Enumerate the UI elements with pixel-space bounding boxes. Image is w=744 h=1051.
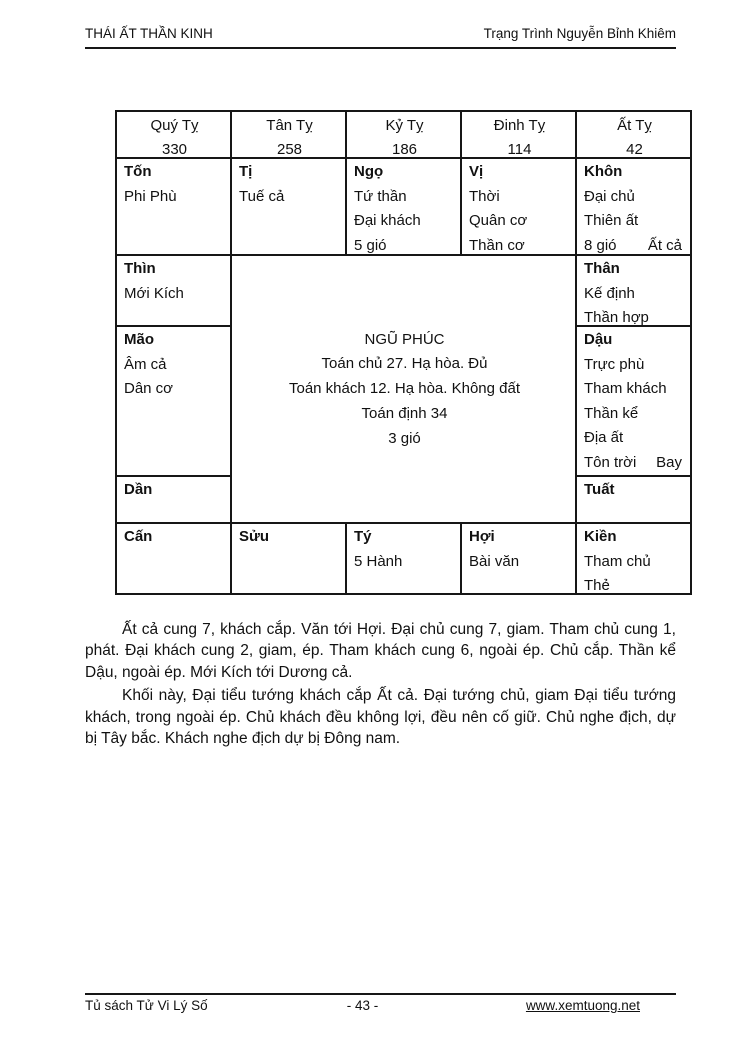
year-name: Quý Tỵ (150, 117, 199, 134)
palace-line: Thẻ (584, 577, 610, 594)
palace-line: Thần cơ (469, 236, 525, 254)
palace-line: Bài văn (469, 552, 520, 570)
palace-line: Tham khách (584, 380, 667, 397)
palace-line: Tham chủ (584, 552, 651, 570)
palace-label: Tuất (584, 481, 615, 498)
palace-line: Địa ất (584, 429, 624, 446)
year-cell-tan-ty (232, 112, 347, 159)
palace-label: Dậu (584, 331, 613, 348)
year-number: 258 (276, 141, 303, 158)
palace-label: Sửu (239, 528, 270, 545)
palace-cell-dan (117, 477, 232, 524)
paragraph-1: Ất cả cung 7, khách cắp. Văn tới Hợi. Đại chủ cung 7, giam. Tham chủ cung 1, phát. Đại khách cung 2, giam, ép. Tham khách cung 6, ngoài ép. Chủ cắp. Thần kể Dậu, ngoài ép. Mới Kích tới Dương cả. (85, 621, 676, 681)
palace-line (584, 234, 685, 257)
palace-line-right: Ất cả (647, 236, 682, 254)
center-line: Toán khách 12. Hạ hòa. Không đất (288, 380, 520, 398)
year-name: Đinh Tỵ (493, 117, 546, 134)
running-footer (85, 993, 676, 1013)
palace-cell-vi (462, 159, 577, 256)
palace-line: Thiên ất (584, 212, 639, 229)
year-cell-at-ty (577, 112, 692, 159)
palace-line: Tuế cả (239, 187, 285, 205)
palace-line (584, 451, 685, 476)
palace-label: Dần (124, 481, 153, 498)
palace-label: Kiền (584, 528, 617, 545)
palace-line: Kế định (584, 284, 635, 302)
palace-label: Tốn (124, 163, 152, 180)
year-cell-dinh-ty (462, 112, 577, 159)
palace-line: Quân cơ (469, 212, 528, 229)
palace-line-right: Bay (656, 453, 682, 471)
page-content (85, 26, 682, 749)
palace-cell-than (577, 256, 692, 327)
palace-line: 5 gió (354, 236, 387, 254)
author-name: Trạng Trình Nguyễn Bỉnh Khiêm (483, 26, 676, 41)
palace-line: Âm cả (124, 355, 167, 373)
palace-label: Vị (469, 163, 484, 180)
center-line: 3 gió (388, 429, 421, 447)
year-name: Tân Tỵ (266, 117, 313, 134)
palace-cell-tuat (577, 477, 692, 524)
palace-line: Phi Phù (124, 187, 177, 205)
center-line: Toán chủ 27. Hạ hòa. Đủ (321, 355, 488, 373)
palace-label: Hợi (469, 528, 495, 545)
palace-line: Trực phù (584, 355, 645, 373)
palace-line: Mới Kích (124, 284, 184, 302)
palace-label: Mão (124, 331, 154, 348)
footer-series-title: Tủ sách Tử Vi Lý Số (85, 998, 208, 1013)
year-cell-ky-ty (347, 112, 462, 159)
palace-line-left: 8 gió (584, 236, 617, 254)
palace-cell-suu (232, 524, 347, 595)
book-title: THÁI ẤT THẦN KINH (85, 26, 213, 41)
palace-line: 5 Hành (354, 552, 403, 570)
palace-cell-ngo (347, 159, 462, 256)
palace-label: Ngọ (354, 163, 384, 180)
running-header (85, 26, 676, 49)
palace-cell-khon (577, 159, 692, 256)
year-number: 186 (391, 141, 418, 158)
center-title: NGŨ PHÚC (364, 330, 445, 348)
palace-cell-ton (117, 159, 232, 256)
palace-line: Đại chủ (584, 187, 635, 205)
palace-cell-kien (577, 524, 692, 595)
palace-label: Khôn (584, 163, 623, 180)
center-line: Toán định 34 (361, 404, 448, 422)
paragraph-2: Khối này, Đại tiểu tướng khách cắp Ất cả. Đại tướng chủ, giam Đại tiểu tướng khách, trong ngoài ép. Chủ khách đều không lợi, đều nên cố giữ. Chủ nghe địch, dự bị Tây bắc. Khách nghe địch dự bị Đông nam. (85, 687, 676, 748)
palace-cell-ti (232, 159, 347, 256)
palace-line: Dân cơ (124, 380, 174, 397)
palace-line: Thần hợp (584, 309, 649, 326)
palace-line-left: Tôn trời (584, 453, 637, 471)
page-number: - 43 - (346, 998, 379, 1013)
palace-cell-thin (117, 256, 232, 327)
footer-website (455, 998, 676, 1013)
palace-label: Tý (354, 528, 372, 545)
year-cell-quy-ty (117, 112, 232, 159)
thai-at-chart (115, 110, 692, 595)
year-number: 330 (161, 141, 188, 158)
palace-line: Thời (469, 187, 500, 205)
palace-label: Thân (584, 260, 620, 277)
palace-cell-ty (347, 524, 462, 595)
year-number: 114 (507, 141, 532, 158)
palace-label: Tị (239, 163, 253, 180)
palace-line: Tứ thần (354, 187, 407, 205)
palace-cell-dau (577, 327, 692, 477)
palace-line: Đại khách (354, 212, 421, 229)
year-name: Ất Tỵ (617, 117, 652, 134)
palace-line: Thần kể (584, 404, 639, 422)
palace-cell-hoi (462, 524, 577, 595)
palace-cell-can (117, 524, 232, 595)
center-summary-cell (232, 256, 577, 524)
palace-label: Thìn (124, 260, 156, 277)
year-name: Kỷ Tỵ (385, 117, 424, 134)
palace-label: Cấn (124, 528, 153, 545)
palace-cell-mao (117, 327, 232, 477)
website-link[interactable]: www.xemtuong.net (525, 998, 640, 1013)
year-number: 42 (626, 141, 643, 158)
